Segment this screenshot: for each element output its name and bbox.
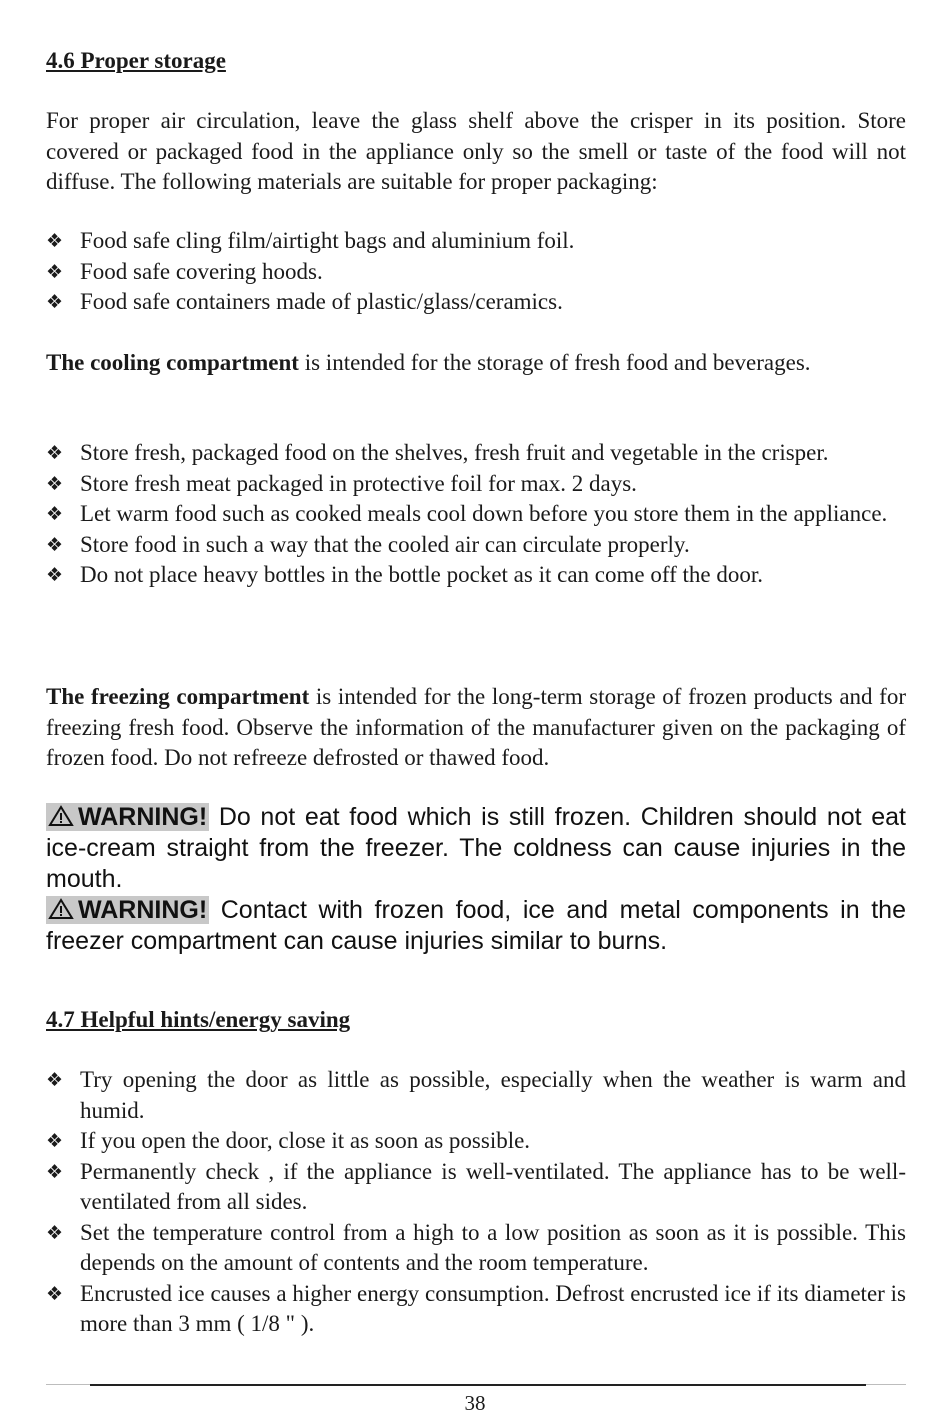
list-item: ❖ Encrusted ice causes a higher energy consumption. Defrost encrusted ice if its diameter is more than 3 mm ( 1/8 " ). — [46, 1280, 906, 1336]
list-item: ❖ Store fresh, packaged food on the shelves, fresh fruit and vegetable in the crisper. — [46, 438, 906, 469]
warning-triangle-icon — [48, 805, 74, 827]
diamond-bullet-icon: ❖ — [46, 1130, 64, 1152]
diamond-bullet-icon: ❖ — [46, 260, 64, 283]
warning-frozen-food: WARNING! Do not eat food which is still frozen. Children should not eat ice-cream straight from the freezer. The coldness can cause injuries in the mouth. — [46, 803, 906, 893]
freezing-compartment-paragraph: The freezing compartment is intended for the long-term storage of frozen products and for freezing fresh food. Observe the information of the manufacturer given on the packaging of frozen food. Do not refreeze defrosted or thawed food. — [46, 684, 906, 770]
list-item: ❖ Do not place heavy bottles in the bottle pocket as it can come off the door. — [46, 560, 906, 591]
diamond-bullet-icon: ❖ — [46, 291, 64, 313]
list-item: ❖ Food safe covering hoods. — [46, 257, 906, 288]
diamond-bullet-icon: ❖ — [46, 564, 64, 586]
section-heading-proper-storage: 4.6 Proper storage — [46, 48, 226, 73]
freezing-compartment-term: The freezing compartment — [46, 684, 310, 709]
diamond-bullet-icon: ❖ — [46, 442, 64, 464]
intro-paragraph: For proper air circulation, leave the glass shelf above the crisper in its position. Store covered or packaged food in the appliance only so the smell or taste of the food will not diffuse. The following materials are suitable for proper packaging: — [46, 108, 906, 194]
warning-burn-injuries: WARNING! Contact with frozen food, ice and metal components in the freezer compartment can cause injuries similar to burns. — [46, 896, 906, 955]
packaging-list — [46, 226, 906, 318]
diamond-bullet-icon: ❖ — [46, 472, 64, 495]
diamond-bullet-icon: ❖ — [46, 1069, 64, 1091]
footer-divider-dark — [90, 1384, 866, 1386]
diamond-bullet-icon: ❖ — [46, 1282, 64, 1305]
list-item: ❖ Permanently check , if the appliance is well-ventilated. The appliance has to be well-ventilated from all sides. — [46, 1158, 906, 1214]
diamond-bullet-icon: ❖ — [46, 1160, 64, 1183]
list-item: ❖ Store fresh meat packaged in protective foil for max. 2 days. — [46, 469, 906, 500]
page-number: 38 — [464, 1391, 486, 1415]
warning-label: WARNING! — [46, 803, 209, 831]
warning-triangle-icon — [48, 898, 74, 920]
diamond-bullet-icon: ❖ — [46, 503, 64, 525]
section-heading-helpful-hints: 4.7 Helpful hints/energy saving — [46, 1007, 351, 1032]
list-item: ❖ Food safe cling film/airtight bags and aluminium foil. — [46, 226, 906, 257]
list-item: ❖ Set the temperature control from a high to a low position as soon as it is possible. This depends on the amount of contents and the room temperature. — [46, 1219, 906, 1275]
list-item: ❖ If you open the door, close it as soon as possible. — [46, 1126, 906, 1157]
list-item: ❖ Food safe containers made of plastic/glass/ceramics. — [46, 287, 906, 318]
diamond-bullet-icon: ❖ — [46, 1221, 64, 1244]
energy-saving-list — [46, 1065, 906, 1340]
list-item: ❖ Store food in such a way that the cooled air can circulate properly. — [46, 530, 906, 561]
diamond-bullet-icon: ❖ — [46, 230, 64, 252]
warning-label: WARNING! — [46, 896, 209, 924]
cooling-compartment-term: The cooling compartment — [46, 350, 299, 375]
diamond-bullet-icon: ❖ — [46, 533, 64, 556]
cooling-list — [46, 438, 906, 591]
list-item: ❖ Let warm food such as cooked meals cool down before you store them in the appliance. — [46, 499, 906, 530]
list-item: ❖ Try opening the door as little as possible, especially when the weather is warm and humid. — [46, 1067, 906, 1123]
cooling-compartment-paragraph: The cooling compartment is intended for the storage of fresh food and beverages. — [46, 350, 811, 375]
